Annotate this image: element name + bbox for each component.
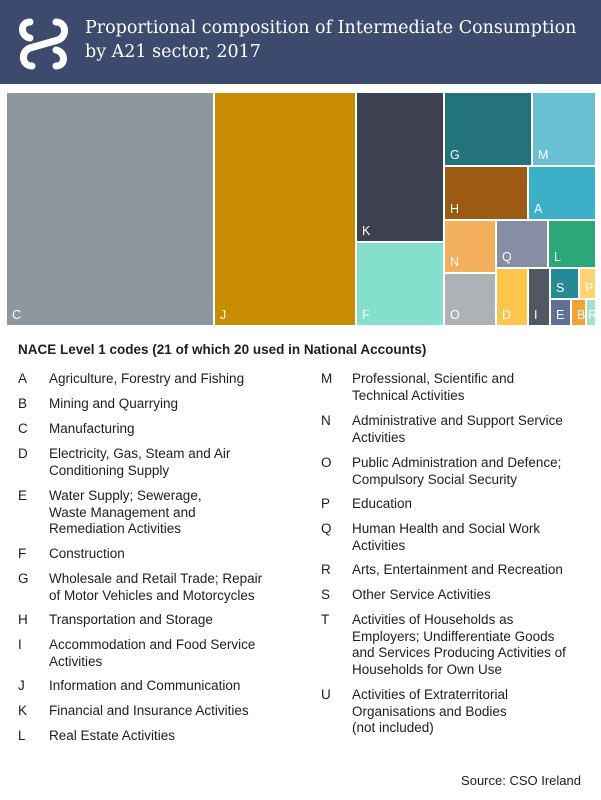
treemap-label-c: C [12, 308, 22, 322]
legend-code: Q [321, 521, 332, 536]
legend-description: Mining and Quarrying [49, 396, 179, 411]
legend-description: Education [352, 496, 413, 511]
legend-code: G [18, 571, 29, 586]
treemap-label-q: Q [502, 250, 512, 264]
legend-description: Arts, Entertainment and Recreation [352, 562, 563, 577]
legend-description: Information and Communication [49, 678, 241, 693]
treemap-label-i: I [534, 308, 538, 322]
legend-code: D [18, 446, 28, 461]
legend-code: K [18, 703, 28, 718]
legend-description: Accommodation and Food Service Activities [49, 637, 256, 669]
treemap-chart [0, 84, 601, 334]
legend-description: Agriculture, Forestry and Fishing [49, 371, 245, 386]
legend-code: L [18, 728, 26, 743]
treemap-label-s: S [556, 281, 565, 295]
legend-code: O [321, 455, 332, 470]
legend-description: Other Service Activities [352, 587, 491, 602]
treemap-cell-j [215, 93, 355, 325]
legend-description: Administrative and Support Service Activities [352, 413, 563, 445]
legend-description: Financial and Insurance Activities [49, 703, 249, 718]
legend-code: C [18, 421, 28, 436]
title-line-2: by A21 sector, 2017 [85, 42, 261, 62]
legend-description: Transportation and Storage [49, 612, 213, 627]
header-banner [0, 0, 601, 84]
legend-code: B [18, 396, 28, 411]
legend-code: P [321, 496, 331, 511]
treemap-label-l: L [554, 250, 561, 264]
treemap-cell-f [357, 243, 443, 325]
legend-description: Activities of Extraterritorial Organisations and Bodies (not included) [352, 687, 509, 735]
treemap-label-j: J [220, 308, 227, 322]
legend-description: Wholesale and Retail Trade; Repair of Motor Vehicles and Motorcycles [49, 571, 263, 603]
legend-code: E [18, 488, 28, 503]
treemap-label-m: M [538, 148, 549, 162]
legend-description: Human Health and Social Work Activities [352, 521, 541, 553]
legend-description: Electricity, Gas, Steam and Air Conditioning Supply [49, 446, 231, 478]
legend-code: I [18, 637, 22, 652]
legend-code: F [18, 546, 27, 561]
chart-title [85, 16, 590, 64]
treemap-cell-k [357, 93, 443, 241]
legend-code: A [18, 371, 28, 386]
treemap-cell-c [7, 93, 213, 325]
treemap-label-b: B [577, 308, 586, 322]
treemap-label-r: R [588, 308, 598, 322]
treemap-label-g: G [450, 148, 460, 162]
legend-code: H [18, 612, 28, 627]
legend-code: U [321, 687, 331, 702]
treemap-label-o: O [450, 308, 460, 322]
legend-description: Construction [49, 546, 125, 561]
title-line-1: Proportional composition of Intermediate Consumption [85, 18, 577, 38]
treemap-label-h: H [450, 202, 460, 216]
cso-logo-icon [18, 14, 68, 72]
legend-code: N [321, 413, 331, 428]
legend-code: M [321, 371, 333, 386]
treemap-label-a: A [534, 202, 543, 216]
legend-code: T [321, 612, 330, 627]
legend-code: J [18, 678, 25, 693]
treemap-label-f: F [362, 308, 370, 322]
treemap-label-n: N [450, 255, 460, 269]
treemap-label-d: D [502, 308, 512, 322]
treemap-label-k: K [362, 224, 371, 238]
legend-description: Water Supply; Sewerage, Waste Management and Remediation Activities [49, 488, 202, 536]
treemap-label-p: P [585, 281, 594, 295]
legend-description: Public Administration and Defence; Compulsory Social Security [352, 455, 562, 487]
legend-description: Real Estate Activities [49, 728, 176, 743]
legend-description: Manufacturing [49, 421, 135, 436]
legend-code: S [321, 587, 331, 602]
legend-description: Professional, Scientific and Technical Activities [352, 371, 515, 403]
legend-heading: NACE Level 1 codes (21 of which 20 used in National Accounts) [18, 342, 427, 357]
legend-description: Activities of Households as Employers; Undifferentiate Goods and Services Producing Activities of Households for Own Use [352, 612, 566, 677]
treemap-cell-i [529, 269, 549, 325]
treemap-label-e: E [556, 308, 565, 322]
source-note: Source: CSO Ireland [461, 773, 581, 788]
legend-code: R [321, 562, 331, 577]
